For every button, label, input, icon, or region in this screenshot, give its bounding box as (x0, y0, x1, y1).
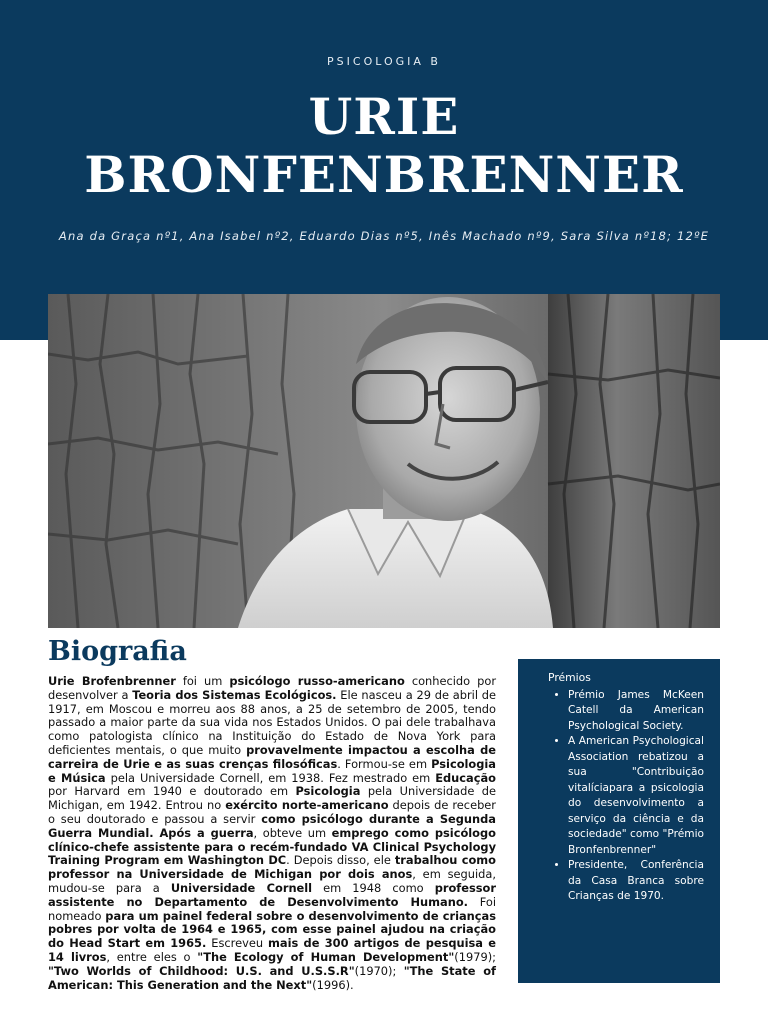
authors-line: Ana da Graça nº1, Ana Isabel nº2, Eduardo Dias nº5, Inês Machado nº9, Sara Silva nº18; 12ºE (58, 229, 710, 243)
biography-bold-segment: Universidade Cornell (170, 880, 313, 895)
biography-segment: (1970); (354, 963, 404, 978)
biography-segment: , obteve um (253, 825, 332, 840)
biography-segment: conhecido por desenvolver a (48, 674, 497, 702)
award-item: • Prémio James McKeen Catell da American Psychological Society. (568, 688, 704, 735)
biography-segment: pela Universidade de Michigan, em 1942. Entrou no (48, 784, 497, 813)
biography-bold-segment: "Two Worlds of Childhood: U.S. and U.S.S.R" (48, 963, 355, 978)
biography-segment: Ele nasceu a 29 de abril de 1917, em Moscou e morreu aos 88 anos, a 25 de setembro de 2005, tendo passado a maior parte da sua vida nos Estados Unidos. O pai dele trabalhava como patologista clínico na Instituição do Estado de Nova York para deficientes mentais, o que muito (48, 687, 496, 757)
title-line-2: BRONFENBRENNER (84, 145, 684, 204)
biography-segment: . Formou-se em (337, 756, 432, 771)
awards-list (548, 688, 704, 905)
biography-bold-segment: "The State of American: This Generation and the Next" (48, 963, 496, 992)
biography-segment: Escreveu (206, 936, 269, 951)
biography-segment: (1996). (312, 977, 354, 992)
biography-bold-segment: professor assistente no Departamento de Desenvolvimento Humano. (48, 880, 496, 909)
biography-bold-segment: emprego como psicólogo clínico-chefe assistente para o recém-fundado VA Clinical Psychology Training Program em Washington DC (48, 825, 496, 868)
biography-segment: (1979); (454, 949, 496, 964)
title-line-1: URIE (308, 87, 460, 146)
portrait-illustration (48, 294, 720, 628)
biography-text (48, 675, 496, 992)
biography-bold-segment: psicólogo russo-americano (229, 674, 405, 688)
biography-segment: pela Universidade Cornell, em 1938. Fez mestrado em (105, 770, 436, 785)
biography-bold-segment: Urie Brofenbrenner (48, 674, 176, 688)
biography-bold-segment: exército norte-americano (225, 798, 389, 813)
biography-bold-segment: Psicologia (295, 784, 361, 799)
biography-segment: depois de receber o seu doutorado e passou a servir (48, 798, 496, 826)
subject-kicker: PSICOLOGIA B (327, 55, 441, 68)
awards-title: Prémios (548, 671, 591, 684)
biography-bold-segment: mais de 300 artigos de pesquisa e 14 livros (48, 936, 497, 964)
biography-bold-segment: como psicólogo durante a Segunda Guerra Mundial. Após a guerra (48, 811, 496, 840)
biography-segment: por Harvard em 1940 e doutorado em (48, 784, 296, 799)
biography-segment: , em seguida, mudou-se para a (48, 867, 497, 895)
biography-segment: foi um (175, 674, 230, 688)
awards-box (518, 659, 720, 983)
biography-bold-segment: Psicologia e Música (48, 756, 496, 785)
biography-bold-segment: trabalhou como professor na Universidade de Michigan por dois anos (48, 853, 497, 882)
biography-bold-segment: para um painel federal sobre o desenvolvimento de crianças pobres por volta de 1964 e 1965, com esse painel ajudou na criação do Head Start em 1965. (48, 908, 496, 951)
biography-bold-segment: Teoria dos Sistemas Ecológicos. (132, 687, 337, 702)
biography-bold-segment: Educação (435, 770, 496, 785)
biography-bold-segment: "The Ecology of Human Development" (197, 949, 455, 964)
biography-bold-segment: provavelmente impactou a escolha de carreira de Urie e as suas crenças filosóficas (48, 742, 496, 771)
portrait-photo (48, 294, 720, 628)
biography-segment: em 1948 como (312, 880, 435, 895)
award-item: • Presidente, Conferência da Casa Branca sobre Crianças de 1970. (568, 858, 704, 905)
biography-heading: Biografia (48, 636, 187, 667)
award-item: • A American Psychological Association rebatizou a sua "Contribuição vitalíciapara a psicologia do desenvolvimento a serviço da ciência e da sociedade" como "Prémio Bronfenbrenner" (568, 734, 704, 858)
biography-segment: Foi nomeado (48, 894, 497, 923)
biography-segment: , entre eles o (106, 949, 198, 964)
biography-segment: . Depois disso, ele (286, 853, 395, 868)
page-title (0, 88, 768, 204)
